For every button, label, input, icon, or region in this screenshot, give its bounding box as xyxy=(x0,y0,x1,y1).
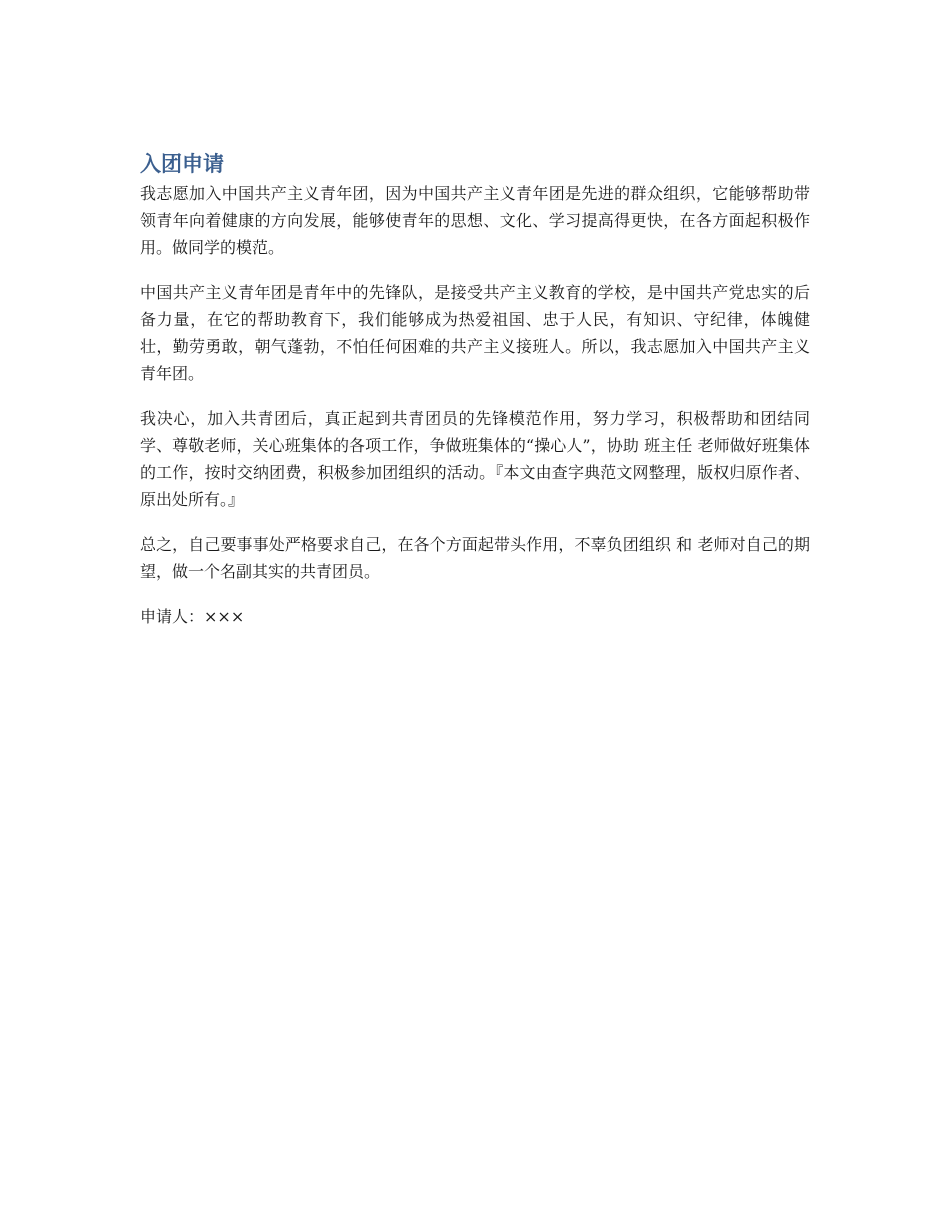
document-page xyxy=(140,150,810,648)
paragraph-motivation: 我志愿加入中国共产主义青年团，因为中国共产主义青年团是先进的群众组织，它能够帮助带领青年向着健康的方向发展，能够使青年的思想、文化、学习提高得更快，在各方面起积极作用。做同学的模范。 xyxy=(140,184,810,257)
applicant-signature-line: 申请人：××× xyxy=(140,607,245,626)
document-title: 入团申请 xyxy=(140,152,224,176)
paragraph-conclusion: 总之，自己要事事处严格要求自己，在各个方面起带头作用，不辜负团组织 和 老师对自己的期望，做一个名副其实的共青团员。 xyxy=(140,535,810,581)
paragraph-resolution: 我决心，加入共青团后，真正起到共青团员的先锋模范作用，努力学习，积极帮助和团结同学、尊敬老师，关心班集体的各项工作，争做班集体的“操心人”，协助 班主任 老师做好班集体的工作，按时交纳团费，积极参加团组织的活动。『本文由查字典范文网整理，版权归原作者、原出处所有。』 xyxy=(140,409,810,509)
paragraph-league-role: 中国共产主义青年团是青年中的先锋队，是接受共产主义教育的学校，是中国共产党忠实的后备力量，在它的帮助教育下，我们能够成为热爱祖国、忠于人民，有知识、守纪律，体魄健壮，勤劳勇敢，朝气蓬勃，不怕任何困难的共产主义接班人。所以，我志愿加入中国共产主义青年团。 xyxy=(140,283,810,383)
